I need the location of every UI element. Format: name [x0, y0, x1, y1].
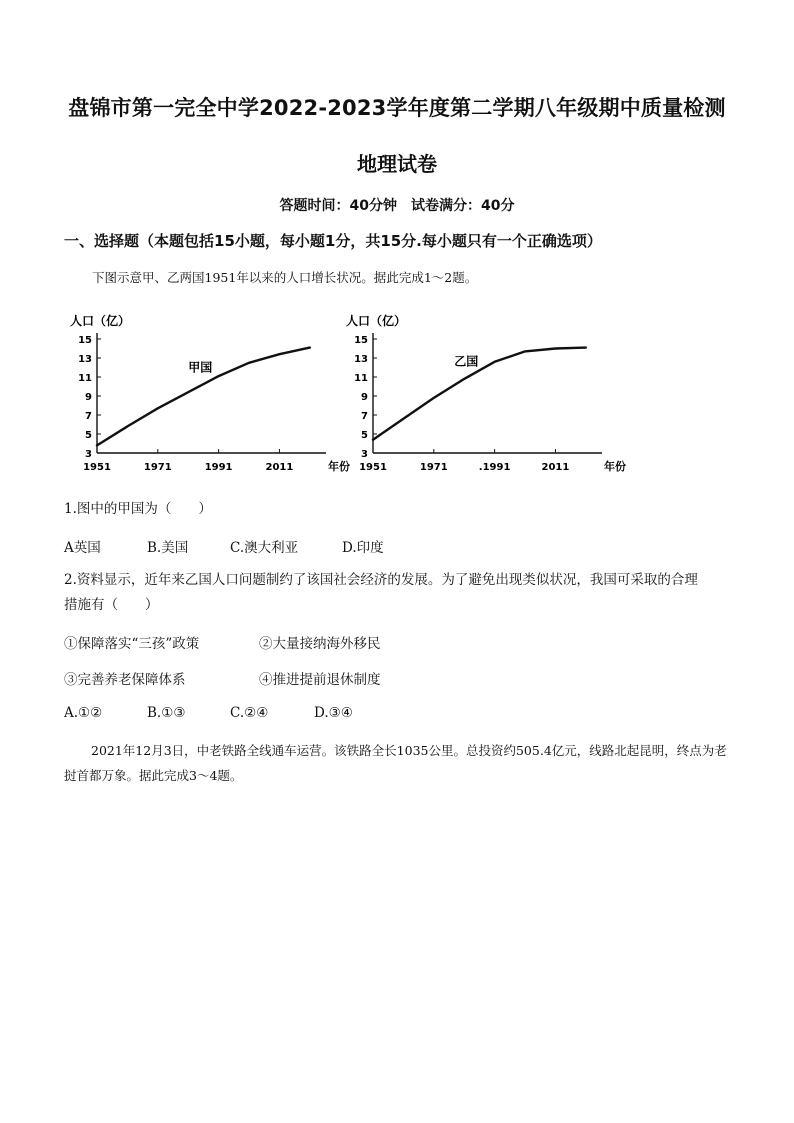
exam-subject-title: 地理试卷 [357, 152, 437, 176]
q2-option-a[interactable]: A.①② [64, 705, 103, 721]
q2-option-d[interactable]: D.③④ [314, 705, 353, 721]
x-tick-label: 1951 [83, 462, 111, 473]
series-label: 甲国 [188, 360, 213, 375]
x-tick-label: 1971 [143, 462, 172, 473]
section-heading: 一、选择题（本题包括15小题，每小题1分，共15分.每小题只有一个正确选项） [64, 232, 602, 250]
y-tick-label: 3 [85, 449, 92, 460]
chart-intro: 下图示意甲、乙两国1951年以来的人口增长状况。据此完成1～2题。 [92, 270, 478, 285]
q1-option-b[interactable]: B.美国 [147, 540, 189, 556]
q1-option-d[interactable]: D.印度 [342, 540, 384, 556]
population-chart-jia [64, 308, 354, 484]
question-2-stem-line2: 措施有（ ） [64, 597, 159, 613]
q2-option-b[interactable]: B.①③ [147, 705, 186, 721]
y-tick-label: 11 [78, 373, 92, 384]
y-tick-label: 3 [361, 449, 368, 460]
q2-statement-3: ③完善养老保障体系 [64, 672, 186, 688]
question-1-stem: 1.图中的甲国为（ ） [64, 501, 212, 517]
y-axis-label: 人口（亿） [70, 314, 131, 328]
x-axis-label: 年份 [328, 460, 350, 473]
q1-option-a[interactable]: A英国 [64, 540, 101, 556]
q2-statement-2: ②大量接纳海外移民 [259, 636, 381, 652]
x-tick-label: 1951 [359, 462, 387, 473]
x-tick-label: 1991 [204, 462, 233, 473]
q1-option-c[interactable]: C.澳大利亚 [230, 540, 299, 556]
y-tick-label: 9 [85, 392, 92, 403]
y-tick-label: 5 [361, 430, 368, 441]
question-2-stem-line1: 2.资料显示，近年来乙国人口问题制约了该国社会经济的发展。为了避免出现类似状况，我国可采取的合理 [64, 572, 698, 588]
x-tick-label: 2011 [265, 462, 294, 473]
population-line-1 [373, 348, 586, 440]
x-tick-label: 2011 [541, 462, 570, 473]
exam-title: 盘锦市第一完全中学2022-2023学年度第二学期八年级期中质量检测 [68, 96, 726, 120]
y-tick-label: 13 [354, 354, 368, 365]
chart-svg-jia [64, 308, 354, 480]
y-tick-label: 7 [361, 411, 368, 422]
chart-svg-yi [340, 308, 630, 480]
y-axis-label: 人口（亿） [346, 314, 407, 328]
y-tick-label: 5 [85, 430, 92, 441]
y-tick-label: 15 [354, 335, 368, 346]
y-tick-label: 15 [78, 335, 92, 346]
y-tick-label: 7 [85, 411, 92, 422]
q2-statement-1: ①保障落实“三孩”政策 [64, 636, 200, 652]
y-tick-label: 13 [78, 354, 92, 365]
railway-passage: 2021年12月3日，中老铁路全线通车运营。该铁路全长1035公里。总投资约505.4亿元，线路北起昆明，终点为老挝首都万象。据此完成3～4题。 [64, 743, 727, 783]
series-label: 乙国 [454, 354, 479, 369]
y-tick-label: 9 [361, 392, 368, 403]
q2-statement-4: ④推进提前退休制度 [259, 672, 381, 688]
x-tick-label: 1971 [419, 462, 448, 473]
population-chart-yi [340, 308, 630, 484]
q2-option-c[interactable]: C.②④ [230, 705, 269, 721]
y-tick-label: 11 [354, 373, 368, 384]
x-axis-label: 年份 [604, 460, 626, 473]
x-tick-label: .1991 [478, 462, 511, 473]
exam-info: 答题时间：40分钟 试卷满分：40分 [279, 198, 515, 214]
